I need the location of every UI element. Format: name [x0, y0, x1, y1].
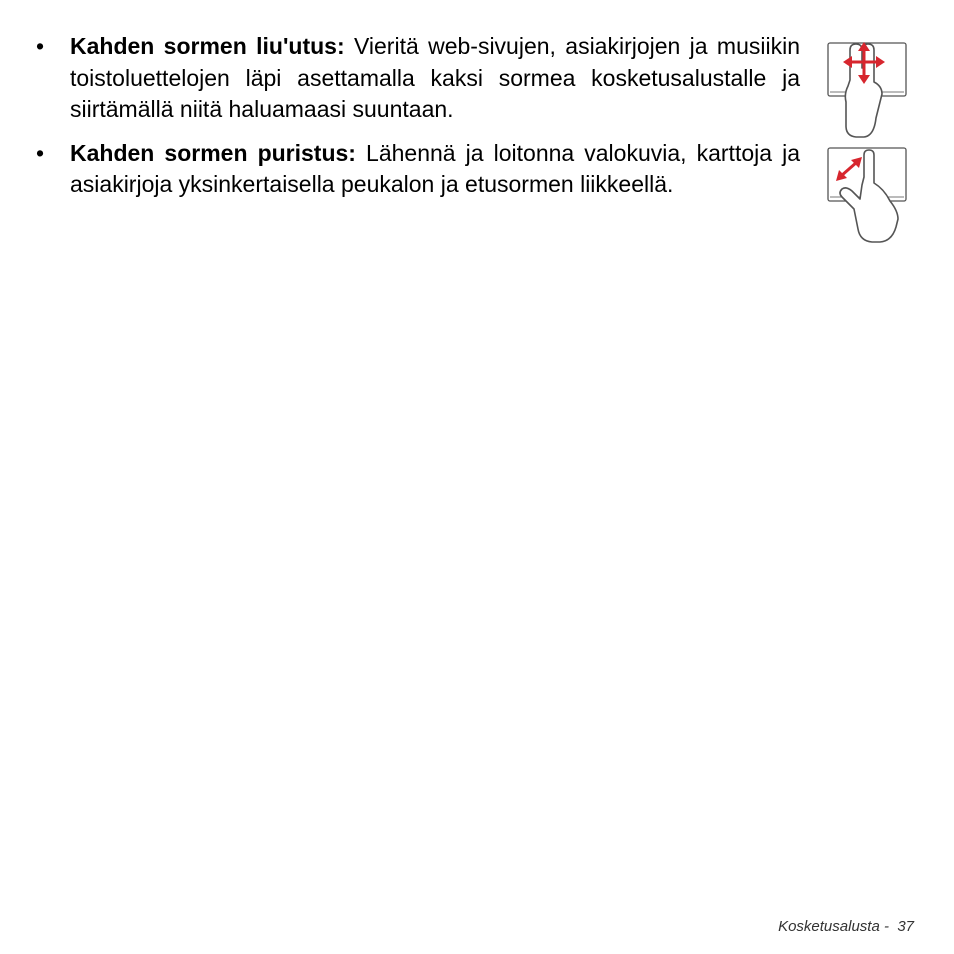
page-footer	[778, 918, 914, 935]
bullet-list	[36, 31, 800, 213]
bullet-term: Kahden sormen puristus:	[70, 139, 356, 166]
two-finger-pinch-icon	[826, 145, 910, 245]
bullet-marker: •	[36, 33, 45, 59]
two-finger-scroll-icon	[826, 40, 910, 140]
bullet-two-finger-scroll	[36, 31, 800, 126]
page-number: 37	[897, 918, 914, 935]
footer-section-title: Kosketusalusta -	[778, 918, 889, 935]
bullet-marker: •	[36, 139, 45, 166]
bullet-description: Vieritä web-sivujen, asiakirjojen ja musiikin toistoluettelojen läpi asettamalla kaksi sormea kosketusalustalle ja siirtämällä niitä haluamaasi suuntaan.	[70, 33, 800, 122]
bullet-term: Kahden sormen liu'utus:	[70, 33, 345, 59]
bullet-description: Lähennä ja loitonna valokuvia, karttoja ja asiakirjoja yksinkertaisella peukalon ja etusormen liikkeellä.	[70, 139, 800, 197]
bullet-two-finger-pinch	[36, 138, 800, 201]
